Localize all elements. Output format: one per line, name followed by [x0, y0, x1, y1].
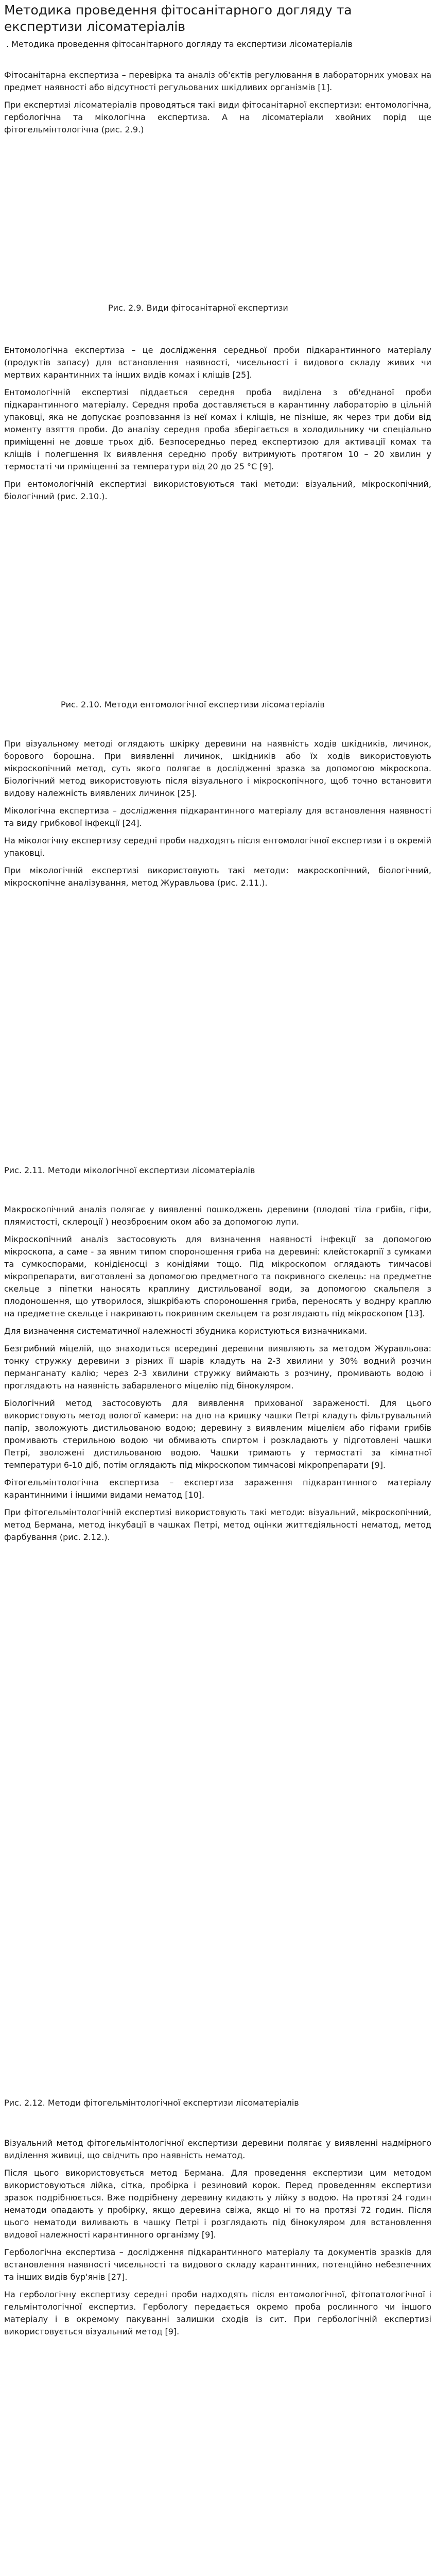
paragraph: При фітогельмінтологічній експертизі використовують такі методи: візуальний, мікроскопічний, метод Бермана, метод інкубації в чашках Петрі, метод оцінки життєдіяльності нематод, метод фарбування (рис. 2.12.).	[4, 1507, 431, 1542]
figure-2-11-area	[4, 943, 431, 1149]
paragraph: Мікроскопічний аналіз застосовують для визначення наявності інфекції за допомогою мікроскопа, а саме - за явним типом спороношення гриба на деревині: клейстокарпії з сумками та сумкоспорами, конідієносці з конідіями тощо. Під мікроскопом оглядають тимчасові мікропрепарати, виготовлені за допомогою предметного та покривного скелець: на предметне скельце з піпетки наносять краплину дистильованої води, за допомогою скальпеля з плодоношення, що утворилося, зішкрібають спороношення гриба, переносять у воднру краплю на предметне скельце і накривають покривним скельцем та розглядають під мікроскопом [13].	[4, 1234, 431, 1318]
paragraph: Ентомологічній експертизі піддається середня проба виділена з об'єднаної проби підкарантинного матеріалу. Середня проба доставляється в карантинну лабораторію в цільній упаковці, яка не допускає розповзання із неї комах і кліщів, не пізніше, як через три доби від моменту взяття проби. До аналізу середня проба зберігається в холодильнику чи спеціально приміщенні не довше трьох діб. Безпосередньо перед експертизою для активації комах та кліщів і полегшення їх виявлення середню пробу витримують протягом 10 – 20 хвилин у термостаті чи приміщенні за температури від 20 до 25 °С [9].	[4, 387, 431, 471]
page-title: Методика проведення фітосанітарного догляду та експертизи лісоматеріалів	[4, 3, 352, 34]
paragraph: При мікологічній експертизі використовують такі методи: макроскопічний, біологічний, мікроскопічне аналізування, метод Журавльова (рис. 2.11.).	[4, 866, 431, 888]
paragraph: Візуальний метод фітогельмінтологічної експертизи деревини полягає у виявленні надмірного виділення живиці, що свідчить про наявність нематод.	[4, 2138, 431, 2160]
figure-caption-2-12: Рис. 2.12. Методи фітогельмінтологічної експертизи лісоматеріалів	[4, 2098, 299, 2108]
figure-caption-2-11: Рис. 2.11. Методи мікологічної експертизи лісоматеріалів	[4, 1165, 255, 1175]
paragraph: На гербологічну експертизу середні проби надходять після ентомологічної, фітопатологічної і гельмінтологічної експертиз. Гербологу передається окремо проба рослинного чи іншого матеріалу і в окремому пакуванні залишки сходів із сит. При гербологічній експертизі використовується візуальний метод [9].	[4, 2290, 431, 2336]
paragraph: Фітогельмінтологічна експертиза – експертиза зараження підкарантинного матеріалу карантинними і іншими видами нематод [10].	[4, 1478, 431, 1500]
paragraph: Безгрибний міцелій, що знаходиться всередині деревини виявляють за методом Журавльова: тонку стружку деревини з різних її шарів кладуть на 2-3 хвилини у 30% водний розчин перманганату калію; через 2-3 хвилини стружку виймають з розчину, промивають водою і проглядають на наявність забарвленого міцелію під бінокуляром.	[4, 1344, 431, 1391]
paragraph: Мікологічна експертиза – дослідження підкарантинного матеріалу для встановлення наявності та виду грибкової інфекції [24].	[4, 806, 431, 828]
figure-caption-2-9: Рис. 2.9. Види фітосанітарної експертизи	[108, 303, 288, 313]
section-entomology	[4, 344, 431, 508]
section-mycology	[4, 738, 431, 894]
paragraph: Після цього використовується метод Бермана. Для проведення експертизи цим методом використовуються лійка, сітка, пробірка і резиновий корок. Перед проведенням експертизи зразок подрібнюється. Вже подрібнену деревину кидають у лійку з водою. На протязі 24 годин нематоди опадають у пробірку, якщо деревина свіжа, якщо ні то на протязі 72 годин. Після цього нематоди виливають в чашку Петрі і розглядають під бінокуляром для встановлення видової належності карантинного організму [9].	[4, 2168, 431, 2240]
paragraph: На мікологічну експертизу середні проби надходять після ентомологічної експертизи і в окремій упаковці.	[4, 836, 431, 858]
paragraph: Біологічний метод застосовують для виявлення прихованої зараженості. Для цього використовують метод вологої камери: на дно на кришку чашки Петрі кладуть фільтрувальний папір, зволожують дистильованою водою; деревину з виявленим міцелієм або гіфами грибів промивають стерильною водою чи обмивають спиртом і розкладають у підготовлені чашки Петрі, зволожені дистильованою водою. Чашки тримають у термостаті за кімнатної температури 6-10 діб, потім оглядають під мікроскопом тимчасові мікропрепарати [9].	[4, 1398, 431, 1470]
paragraph: Фітосанітарна експертиза – перевірка та аналіз об'єктів регулювання в лабораторних умовах на предмет наявності або відсутності регульованих шкідливих організмів [1].	[4, 70, 431, 92]
section-phytohelminthology	[4, 2137, 431, 2343]
figure-2-9-area	[4, 149, 431, 283]
paragraph: Ентомологічна експертиза – це дослідження середньої проби підкарантинного матеріалу (продуктів запасу) для встановлення наявності, чисельності і видового складу живих чи мертвих карантинних та інших видів комах і кліщів [25].	[4, 345, 431, 380]
paragraph: Гербологічна експертиза – дослідження підкарантинного матеріалу та документів зразків для встановлення наявності чисельності та видового складу карантинних, потенційно небезпечних та інших видів бур'янів [27].	[4, 2247, 431, 2282]
paragraph: При ентомологічній експертизі використовуються такі методи: візуальний, мікроскопічний, біологічний (рис. 2.10.).	[4, 479, 431, 501]
paragraph: Для визначення систематичної належності збудника користуються визначниками.	[4, 1326, 368, 1336]
section-mycology-methods	[4, 1204, 431, 1549]
figure-caption-2-10: Рис. 2.10. Методи ентомологічної експертизи лісоматеріалів	[61, 700, 325, 709]
page-subtitle: . Методика проведення фітосанітарного догляду та експертизи лісоматеріалів	[6, 39, 353, 49]
paragraph: Макроскопічний аналіз полягає у виявленні пошкоджень деревини (плодові тіла грибів, гіфи, плямистості, склероції ) неозброєним оком або за допомогою лупи.	[4, 1205, 431, 1227]
figure-2-12-area	[4, 1783, 431, 2066]
paragraph: При експертизі лісоматеріалів проводяться такі види фітосанітарної експертизи: ентомологічна, гербологічна та мікологічна експертиза. А на лісоматеріали хвойних порід ще фітогельмінтологічна (рис. 2.9.)	[4, 100, 431, 134]
figure-2-10-area	[4, 526, 431, 670]
paragraph: При візуальному методі оглядають шкірку деревини на наявність ходів шкідників, личинок, борового борошна. При виявленні личинок, шкідників або їх ходів використовують мікроскопічний метод, суть якого полягає в дослідженні зразка за допомогою мікроскопа. Біологічний метод використовують після візуального і мікроскопічного, щоб точно встановити видову належність виявлених личинок [25].	[4, 739, 431, 798]
section-intro	[4, 69, 431, 141]
